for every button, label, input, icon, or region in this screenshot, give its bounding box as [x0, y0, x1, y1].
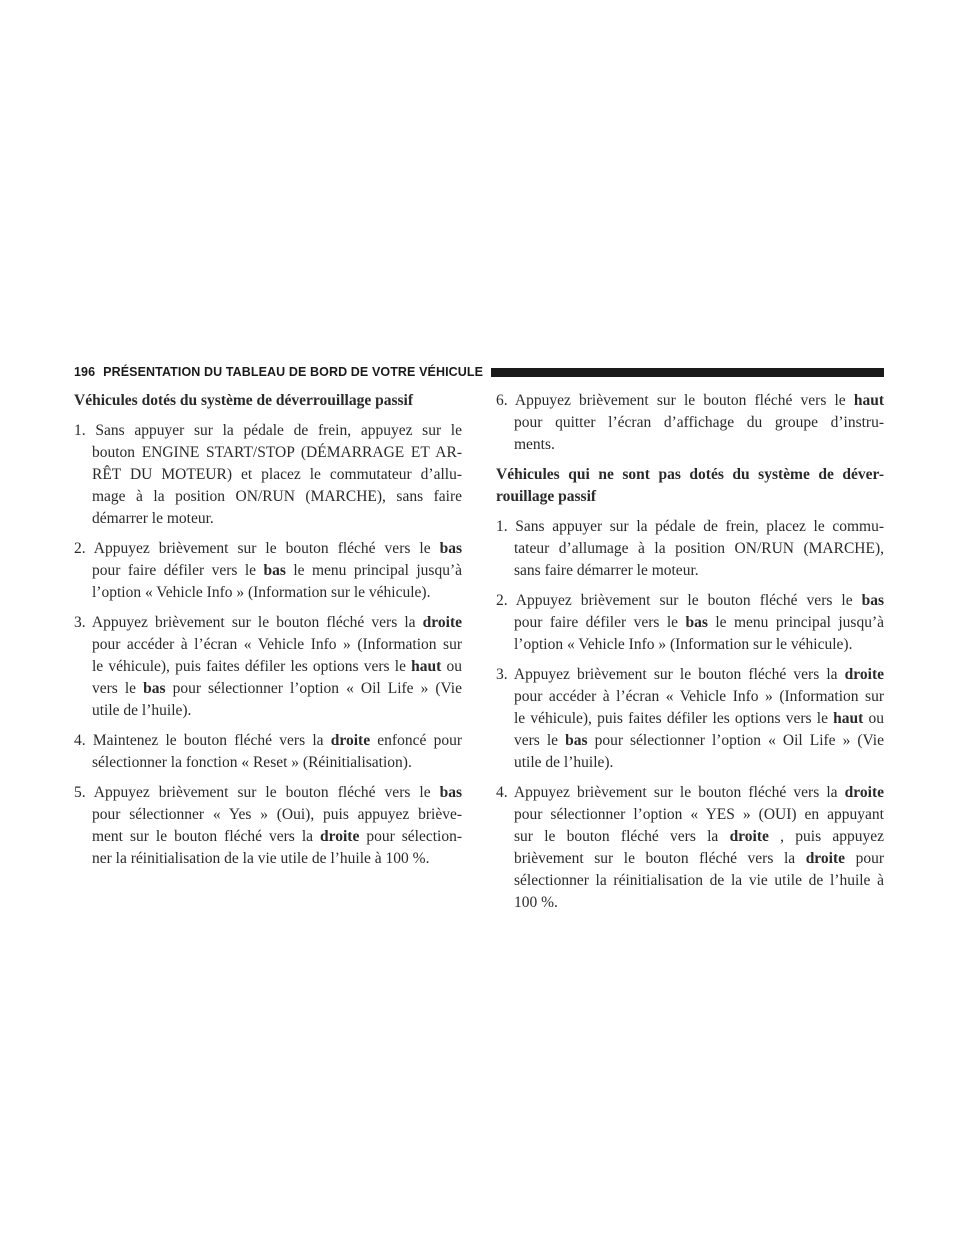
step-3 [74, 612, 462, 722]
text-line: 1. Sans appuyer sur la pédale de frein, appuyez sur le [74, 422, 462, 439]
text-line: ner la réinitialisation de la vie utile de l’huile à 100 %. [92, 850, 430, 867]
step-1 [496, 516, 884, 582]
text-line: l’option « Vehicle Info » (Information sur le véhicule). [92, 584, 431, 601]
step-5 [74, 782, 462, 870]
text-line: RÊT DU MOTEUR) et placez le commutateur d’allu- [92, 466, 462, 483]
text-line: mage à la position ON/RUN (MARCHE), sans faire [92, 488, 462, 505]
text-line: sélectionner la fonction « Reset » (Réinitialisation). [92, 754, 412, 771]
header-rule [491, 368, 884, 377]
section-heading-no-passive-entry [496, 464, 884, 508]
text-line: ment sur le bouton fléché vers la droite pour sélection- [92, 828, 462, 845]
text-line: pour faire défiler vers le bas le menu principal jusqu’à [514, 614, 884, 631]
step-2 [74, 538, 462, 604]
text-line: démarrer le moteur. [92, 510, 214, 527]
text-line: 5. Appuyez brièvement sur le bouton fléché vers le bas [74, 784, 462, 801]
text-line: pour sélectionner l’option « YES » (OUI) en appuyant [514, 806, 884, 823]
text-line: 1. Sans appuyer sur la pédale de frein, placez le commu- [496, 518, 884, 535]
text-line: l’option « Vehicle Info » (Information sur le véhicule). [514, 636, 853, 653]
left-column [74, 390, 462, 878]
text-line: pour faire défiler vers le bas le menu principal jusqu’à [92, 562, 462, 579]
text-line: 100 %. [514, 894, 558, 911]
text-line: 2. Appuyez brièvement sur le bouton fléché vers le bas [74, 540, 462, 557]
text-line: 4. Appuyez brièvement sur le bouton fléché vers la droite [496, 784, 884, 801]
heading-line: Véhicules qui ne sont pas dotés du système de déver- [496, 466, 884, 483]
text-line: 3. Appuyez brièvement sur le bouton fléché vers la droite [74, 614, 462, 631]
text-line: 4. Maintenez le bouton fléché vers la droite enfoncé pour [74, 732, 462, 749]
step-4 [74, 730, 462, 774]
text-line: vers le bas pour sélectionner l’option « Oil Life » (Vie [92, 680, 462, 697]
step-2 [496, 590, 884, 656]
text-line: sans faire démarrer le moteur. [514, 562, 699, 579]
step-3 [496, 664, 884, 774]
heading-line: rouillage passif [496, 488, 597, 505]
text-line: ments. [514, 436, 555, 453]
running-header [74, 364, 884, 380]
text-line: sur le bouton fléché vers la droite , puis appuyez [514, 828, 884, 845]
text-line: pour accéder à l’écran « Vehicle Info » (Information sur [92, 636, 462, 653]
text-line: le véhicule), puis faites défiler les options vers le haut ou [92, 658, 463, 675]
text-line: pour quitter l’écran d’affichage du groupe d’instru- [514, 414, 884, 431]
text-line: tateur d’allumage à la position ON/RUN (MARCHE), [514, 540, 884, 557]
text-line: brièvement sur le bouton fléché vers la droite pour [514, 850, 884, 867]
step-1 [74, 420, 462, 530]
text-line: 3. Appuyez brièvement sur le bouton fléché vers la droite [496, 666, 884, 683]
step-4 [496, 782, 884, 914]
step-6 [496, 390, 884, 456]
text-line: 6. Appuyez brièvement sur le bouton fléché vers le haut [496, 392, 884, 409]
text-line: utile de l’huile). [514, 754, 614, 771]
chapter-title: PRÉSENTATION DU TABLEAU DE BORD DE VOTRE VÉHICULE [103, 365, 484, 379]
text-line: pour accéder à l’écran « Vehicle Info » (Information sur [514, 688, 884, 705]
text-line: sélectionner la réinitialisation de la vie utile de l’huile à [514, 872, 884, 889]
text-line: bouton ENGINE START/STOP (DÉMARRAGE ET AR- [92, 444, 462, 461]
text-line: pour sélectionner « Yes » (Oui), puis appuyez briève- [92, 806, 462, 823]
left-steps-list [74, 420, 462, 870]
right-column [496, 390, 884, 922]
section-heading-passive-entry: Véhicules dotés du système de déverrouillage passif [74, 392, 413, 409]
text-line: 2. Appuyez brièvement sur le bouton fléché vers le bas [496, 592, 884, 609]
text-line: vers le bas pour sélectionner l’option « Oil Life » (Vie [514, 732, 884, 749]
text-line: le véhicule), puis faites défiler les options vers le haut ou [514, 710, 885, 727]
right-steps-list [496, 516, 884, 914]
text-line: utile de l’huile). [92, 702, 192, 719]
page-number: 196 [74, 365, 96, 379]
